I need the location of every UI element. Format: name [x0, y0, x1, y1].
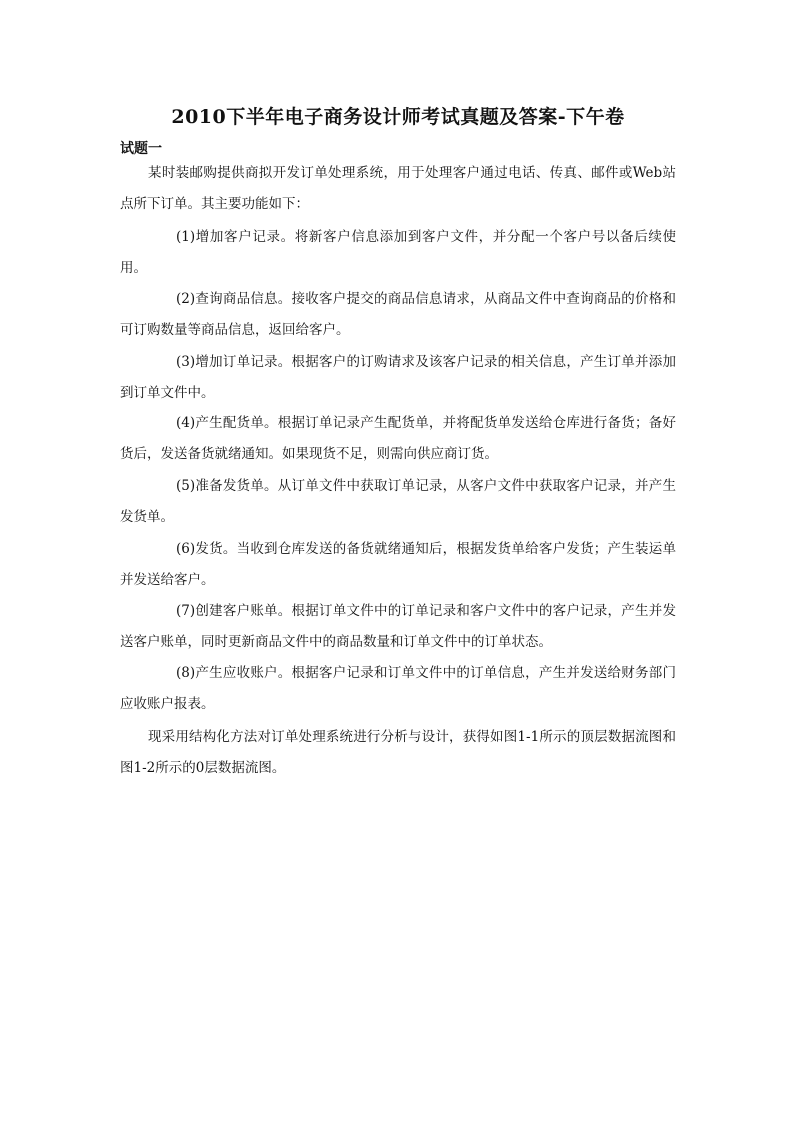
item-number: (8): [176, 665, 196, 681]
item-text: 增加订单记录。根据客户的订购请求及该客户记录的相关信息，产生订单并添加到订单文件中。: [120, 354, 676, 401]
closing-paragraph: 现采用结构化方法对订单处理系统进行分析与设计，获得如图1-1所示的顶层数据流图和图1-2所示的0层数据流图。: [120, 729, 676, 776]
list-item-7: [120, 596, 676, 658]
list-item-2: [120, 284, 676, 346]
item-text: 增加客户记录。将新客户信息添加到客户文件，并分配一个客户号以备后续使用。: [120, 229, 676, 276]
item-number: (6): [176, 541, 196, 557]
item-text: 准备发货单。从订单文件中获取订单记录，从客户文件中获取客户记录，并产生发货单。: [120, 478, 676, 525]
item-number: (4): [176, 415, 196, 431]
section-heading: 试题一: [120, 141, 162, 157]
list-item-6: [120, 534, 676, 596]
item-text: 产生配货单。根据订单记录产生配货单，并将配货单发送给仓库进行备货；备好货后，发送备货就绪通知。如果现货不足，则需向供应商订货。: [120, 415, 676, 462]
list-item-5: [120, 471, 676, 533]
item-number: (7): [176, 603, 196, 619]
list-item-3: [120, 347, 676, 409]
item-text: 发货。当收到仓库发送的备货就绪通知后，根据发货单给客户发货；产生装运单并发送给客户。: [120, 541, 676, 588]
item-number: (5): [176, 478, 196, 494]
item-text: 查询商品信息。接收客户提交的商品信息请求，从商品文件中查询商品的价格和可订购数量等商品信息，返回给客户。: [120, 291, 676, 338]
document-title: 2010下半年电子商务设计师考试真题及答案-下午卷: [171, 106, 625, 128]
intro-paragraph: 某时装邮购提供商拟开发订单处理系统，用于处理客户通过电话、传真、邮件或Web站点所下订单。其主要功能如下：: [120, 165, 676, 212]
item-text: 创建客户账单。根据订单文件中的订单记录和客户文件中的客户记录，产生并发送客户账单，同时更新商品文件中的商品数量和订单文件中的订单状态。: [120, 603, 676, 650]
item-number: (3): [176, 354, 196, 370]
item-number: (2): [176, 291, 196, 307]
item-text: 产生应收账户。根据客户记录和订单文件中的订单信息，产生并发送给财务部门应收账户报表。: [120, 665, 676, 712]
list-item-8: [120, 658, 676, 720]
item-number: (1): [176, 229, 196, 245]
list-item-1: [120, 222, 676, 284]
list-item-4: [120, 408, 676, 470]
